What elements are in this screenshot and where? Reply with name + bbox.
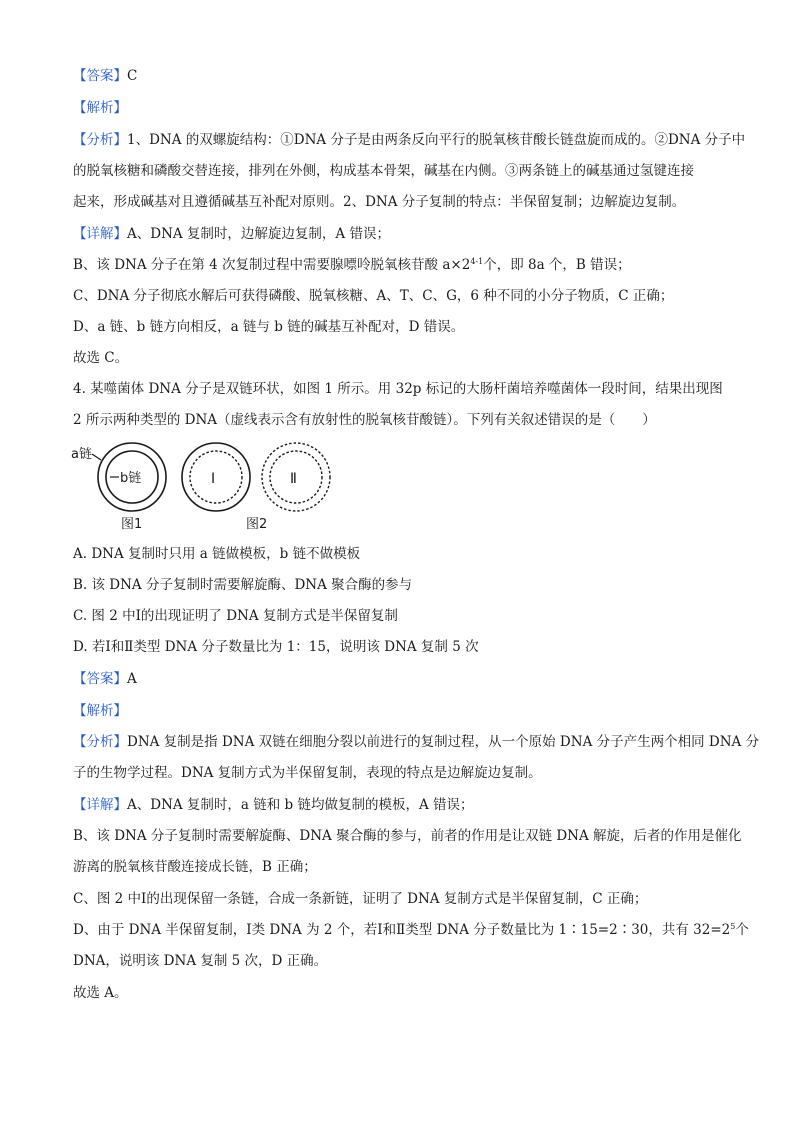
q4-xiangjie-b1: B、该 DNA 分子复制时需要解旋酶、DNA 聚合酶的参与，前者的作用是让双链 DNA 解旋，后者的作用是催化 (73, 828, 742, 844)
answer-tag: 【答案】 (73, 671, 127, 687)
q3-xiangjie-c: C、DNA 分子彻底水解后可获得磷酸、脱氧核糖、A、T、C、G，6 种不同的小分子物质，C 正确； (73, 288, 674, 304)
q4-xiangjie-a (73, 796, 723, 814)
q4-xiangjie-b2: 游离的脱氧核苷酸连接成长链，B 正确； (73, 859, 317, 875)
fenxi-text: 1、DNA 的双螺旋结构：①DNA 分子是由两条反向平行的脱氧核苷酸长链盘旋而成的。②DNA 分子中 (127, 132, 746, 148)
q3-xiangjie-b (73, 256, 723, 274)
label-a-chain: a链 (71, 447, 92, 462)
option-c: C. 图 2 中Ⅰ的出现证明了 DNA 复制方式是半保留复制 (73, 608, 398, 624)
q4-fenxi-line2: 子的生物学过程。DNA 复制方式为半保留复制，表现的特点是边解旋边复制。 (73, 765, 542, 781)
label-b-chain: b链 (120, 471, 142, 486)
q4-xiangjie-c: C、图 2 中Ⅰ的出现保留一条链，合成一条新链，证明了 DNA 复制方式是半保留复制，C 正确； (73, 891, 648, 907)
q3-fenxi-line2: 的脱氧核糖和磷酸交替连接，排列在外侧，构成基本骨架，碱基在内侧。③两条链上的碱基通过氢键连接 (73, 163, 694, 179)
xiangjie-b-tail: 个，即 8a 个，B 错误； (483, 257, 631, 273)
q4-xiangjie-d2: DNA，说明该 DNA 复制 5 次，D 正确。 (73, 953, 328, 969)
label-type1: Ⅰ (211, 471, 216, 487)
caption-fig2: 图2 (246, 517, 268, 532)
label-type2: Ⅱ (290, 471, 297, 487)
q3-xiangjie-d: D、a 链、b 链方向相反，a 链与 b 链的碱基互补配对，D 错误。 (73, 319, 465, 335)
q4-stem-line2: 2 所示两种类型的 DNA（虚线表示含有放射性的脱氧核苷酸链）。下列有关叙述错误的是（ ） (73, 412, 656, 428)
xiangjie-text: A、DNA 复制时，边解旋边复制，A 错误； (127, 226, 390, 242)
xiangjie-tag: 【详解】 (73, 226, 127, 242)
answer-tag: 【答案】 (73, 68, 127, 84)
type1-outer-circle (182, 443, 250, 511)
dna-figure-svg (70, 440, 340, 535)
dna-figure (70, 440, 340, 535)
q3-xiangjie-a (73, 225, 723, 243)
analysis-tag: 【解析】 (73, 100, 127, 116)
fenxi-tag: 【分析】 (73, 132, 127, 148)
q4-conclusion: 故选 A。 (73, 985, 128, 1001)
xiangjie-d-tail: 个 (735, 922, 749, 938)
q3-conclusion: 故选 C。 (73, 350, 129, 366)
option-b: B. 该 DNA 分子复制时需要解旋酶、DNA 聚合酶的参与 (73, 577, 413, 593)
a-chain-pointer (92, 454, 101, 460)
xiangjie-text: A、DNA 复制时，a 链和 b 链均做复制的模板，A 错误； (127, 797, 474, 813)
q4-stem-line1: 4. 某噬菌体 DNA 分子是双链环状，如图 1 所示。用 32p 标记的大肠杆菌培养噬菌体一段时间，结果出现图 (73, 381, 723, 397)
exponent: 4-1 (470, 257, 484, 266)
q4-xiangjie-d1 (73, 921, 749, 939)
xiangjie-b-text: B、该 DNA 分子在第 4 次复制过程中需要腺嘌呤脱氧核苷酸 a×2 (73, 257, 471, 273)
fenxi-text: DNA 复制是指 DNA 双链在细胞分裂以前进行的复制过程，从一个原始 DNA 分子产生两个相同 DNA 分 (127, 734, 760, 750)
q3-answer (73, 67, 723, 85)
q3-fenxi-line1 (73, 131, 746, 149)
q3-fenxi-line3: 起来，形成碱基对且遵循碱基互补配对原则。2、DNA 分子复制的特点：半保留复制；边解旋边复制。 (73, 194, 686, 210)
exponent: 5 (730, 922, 736, 931)
analysis-tag: 【解析】 (73, 703, 127, 719)
answer-value: C (127, 68, 138, 84)
q4-analysis-tag (73, 702, 723, 720)
q3-analysis-tag (73, 99, 723, 117)
option-d: D. 若Ⅰ和Ⅱ类型 DNA 分子数量比为 1：15，说明该 DNA 复制 5 次 (73, 639, 479, 655)
type1-inner-dashed-circle (190, 451, 242, 503)
q4-answer (73, 670, 723, 688)
caption-fig1: 图1 (121, 517, 143, 532)
xiangjie-d-text: D、由于 DNA 半保留复制，Ⅰ类 DNA 为 2 个，若Ⅰ和Ⅱ类型 DNA 分子数量比为 1∶15=2∶30，共有 32=2 (73, 922, 731, 938)
fenxi-tag: 【分析】 (73, 734, 127, 750)
option-a: A. DNA 复制时只用 a 链做模板，b 链不做模板 (73, 546, 361, 562)
answer-value: A (127, 671, 137, 687)
q4-fenxi-line1 (73, 733, 760, 751)
xiangjie-tag: 【详解】 (73, 797, 127, 813)
